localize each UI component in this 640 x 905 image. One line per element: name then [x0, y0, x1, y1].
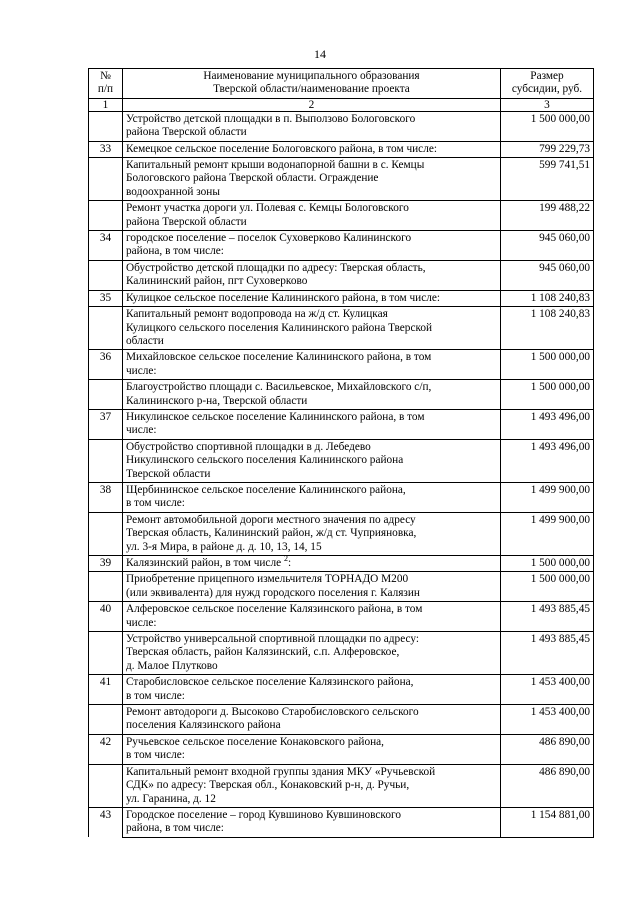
row-name-line: района, в том числе: [126, 245, 224, 258]
row-name-line: Капитальный ремонт крыши водонапорной башни в с. Кемцы [126, 159, 425, 172]
row-amount: 1 493 496,00 [501, 409, 594, 439]
table-row-municipality [89, 807, 594, 837]
row-name-line: Михайловское сельское поселение Калининского района, в том [126, 351, 432, 364]
table-row-project [89, 512, 594, 555]
row-name-line: района Тверской области [126, 215, 247, 228]
row-name-line: Никулинского сельского поселения Калининского района [126, 454, 404, 467]
row-amount: 1 493 885,45 [501, 602, 594, 632]
row-amount: 945 060,00 [501, 260, 594, 290]
row-amount: 945 060,00 [501, 231, 594, 261]
row-name-line: Ремонт участка дороги ул. Полевая с. Кемцы Бологовского [126, 202, 409, 215]
row-number: 35 [89, 290, 123, 306]
row-amount: 1 500 000,00 [501, 111, 594, 141]
row-number: 38 [89, 482, 123, 512]
row-name-line: в том числе: [126, 689, 185, 702]
table-row-municipality [89, 409, 594, 439]
row-name [123, 350, 501, 380]
row-name-line: Кемецкое сельское поселение Бологовского района, в том числе: [126, 142, 437, 155]
row-number: 33 [89, 141, 123, 157]
row-amount: 1 108 240,83 [501, 290, 594, 306]
row-amount: 199 488,22 [501, 201, 594, 231]
footnote-marker: 2 [283, 554, 288, 564]
row-amount: 1 500 000,00 [501, 556, 594, 572]
row-name-line: числе: [126, 364, 157, 377]
column-index-3: 3 [501, 98, 594, 111]
row-amount: 1 108 240,83 [501, 307, 594, 350]
row-number [89, 705, 123, 735]
row-number: 41 [89, 675, 123, 705]
row-name-line: ул. 3-я Мира, в районе д. д. 10, 13, 14, 15 [126, 540, 322, 553]
row-amount: 599 741,51 [501, 158, 594, 201]
row-name [123, 231, 501, 261]
row-name-line: области [126, 334, 164, 347]
column-index-row [89, 98, 594, 111]
row-number [89, 307, 123, 350]
row-number [89, 201, 123, 231]
row-name-line: Устройство детской площадки в п. Выползово Бологовского [126, 112, 416, 125]
row-amount: 1 500 000,00 [501, 350, 594, 380]
row-name-line: Алферовское сельское поселение Калязинского района, в том [126, 603, 423, 616]
row-name [123, 141, 501, 157]
row-name [123, 807, 501, 837]
table-row-municipality [89, 734, 594, 764]
row-number: 39 [89, 556, 123, 572]
row-name-line: в том числе: [126, 749, 185, 762]
page-number: 14 [314, 47, 326, 61]
row-name-line: Кулицкого сельского поселения Калининского района Тверской [126, 321, 433, 334]
row-name-line: Городское поселение – город Кувшиново Кувшиновского [126, 808, 401, 821]
row-name-line: Калязинский район, в том числе [126, 557, 282, 569]
row-name-line: Благоустройство площади с. Васильевское, Михайловского с/п, [126, 381, 432, 394]
row-name [123, 556, 501, 572]
row-name-line: Капитальный ремонт входной группы здания МКУ «Ручьевской [126, 765, 436, 778]
row-name-line: Устройство универсальной спортивной площадки по адресу: [126, 633, 420, 646]
row-amount: 1 493 885,45 [501, 632, 594, 675]
table-row-project [89, 572, 594, 602]
table-row-project [89, 705, 594, 735]
row-name-line: д. Малое Плутково [126, 659, 218, 672]
row-number [89, 512, 123, 555]
row-name [123, 307, 501, 350]
row-name-line: Ремонт автодороги д. Высоково Старобисловского сельского [126, 706, 419, 719]
row-name [123, 734, 501, 764]
subsidy-table [88, 68, 594, 838]
table-row-municipality [89, 556, 594, 572]
row-number: 42 [89, 734, 123, 764]
header-number: № п/п [89, 69, 123, 99]
table-row-municipality [89, 602, 594, 632]
row-name-line: (или эквивалента) для нужд городского поселения г. Калязин [126, 586, 420, 599]
row-name-line: Обустройство детской площадки по адресу: Тверская область, [126, 261, 426, 274]
table-row-project [89, 260, 594, 290]
table-row-municipality [89, 482, 594, 512]
column-index-1: 1 [89, 98, 123, 111]
row-number [89, 260, 123, 290]
row-name [123, 572, 501, 602]
row-name-line: числе: [126, 616, 157, 629]
row-name-line: Обустройство спортивной площадки в д. Лебедево [126, 440, 371, 453]
row-name-line: Кулицкое сельское поселение Калининского района, в том числе: [126, 291, 441, 304]
row-amount: 1 500 000,00 [501, 380, 594, 410]
table-header-row [89, 69, 594, 99]
row-name [123, 675, 501, 705]
table-row-project [89, 439, 594, 482]
row-name-line: района, в том числе: [126, 822, 224, 835]
row-name [123, 602, 501, 632]
table-row-project [89, 307, 594, 350]
row-name [123, 764, 501, 807]
row-number: 36 [89, 350, 123, 380]
table-row-municipality [89, 231, 594, 261]
row-amount: 1 500 000,00 [501, 572, 594, 602]
row-name [123, 290, 501, 306]
table-row-project [89, 111, 594, 141]
row-name-line: водоохранной зоны [126, 185, 220, 198]
row-name [123, 409, 501, 439]
table-row-project [89, 632, 594, 675]
row-number [89, 380, 123, 410]
table-row-municipality [89, 290, 594, 306]
row-number [89, 632, 123, 675]
row-name [123, 260, 501, 290]
header-amount: Размер субсидии, руб. [501, 69, 594, 99]
row-name [123, 158, 501, 201]
row-number: 40 [89, 602, 123, 632]
row-name-line: Старобисловское сельское поселение Калязинского района, [126, 676, 414, 689]
row-amount: 1 453 400,00 [501, 675, 594, 705]
table-row-project [89, 764, 594, 807]
row-name-line: в том числе: [126, 497, 185, 510]
table-row-municipality [89, 141, 594, 157]
row-name-line: Калининского р-на, Тверской области [126, 394, 308, 407]
row-name [123, 111, 501, 141]
row-amount: 486 890,00 [501, 764, 594, 807]
row-amount: 1 493 496,00 [501, 439, 594, 482]
row-name-line: поселения Калязинского района [126, 719, 281, 732]
table-row-municipality [89, 350, 594, 380]
row-number [89, 439, 123, 482]
row-name [123, 512, 501, 555]
row-amount: 1 453 400,00 [501, 705, 594, 735]
row-name-line: городское поселение – поселок Суховерково Калининского [126, 232, 412, 245]
row-number: 37 [89, 409, 123, 439]
row-name-tail: : [287, 557, 292, 569]
header-name: Наименование муниципального образования Тверской области/наименование проекта [123, 69, 501, 99]
column-index-2: 2 [123, 98, 501, 111]
row-name-line: Капитальный ремонт водопровода на ж/д ст. Кулицкая [126, 308, 388, 321]
row-name-line: Тверская область, район Калязинский, с.п. Алферовское, [126, 646, 400, 659]
row-name-line: ул. Гаранина, д. 12 [126, 792, 216, 805]
row-name-line: Приобретение прицепного измельчителя ТОРНАДО М200 [126, 573, 409, 586]
row-name-line: числе: [126, 424, 157, 437]
table-row-project [89, 380, 594, 410]
row-name-line: Ремонт автомобильной дороги местного значения по адресу [126, 513, 416, 526]
table-row-project [89, 201, 594, 231]
row-amount: 1 499 900,00 [501, 512, 594, 555]
row-number [89, 111, 123, 141]
row-amount: 1 499 900,00 [501, 482, 594, 512]
row-name-line: СДК» по адресу: Тверская обл., Конаковский р-н, д. Ручьи, [126, 779, 410, 792]
row-number [89, 764, 123, 807]
row-name [123, 439, 501, 482]
row-name [123, 201, 501, 231]
table-row-municipality [89, 675, 594, 705]
table-row-project [89, 158, 594, 201]
row-name [123, 705, 501, 735]
row-amount: 1 154 881,00 [501, 807, 594, 837]
row-name-line: Тверской области [126, 467, 211, 480]
row-name-line: Калининский район, пгт Суховерково [126, 275, 308, 288]
row-name [123, 632, 501, 675]
row-name-line: Бологовского района Тверской области. Ограждение [126, 172, 379, 185]
row-number: 34 [89, 231, 123, 261]
row-number [89, 572, 123, 602]
row-amount: 799 229,73 [501, 141, 594, 157]
row-amount: 486 890,00 [501, 734, 594, 764]
row-name-line: Тверская область, Калининский район, ж/д ст. Чуприяновка, [126, 527, 417, 540]
row-name [123, 482, 501, 512]
row-name-line: Никулинское сельское поселение Калининского района, в том [126, 410, 425, 423]
row-number [89, 158, 123, 201]
row-name-line: Щербининское сельское поселение Калининского района, [126, 483, 406, 496]
row-name [123, 380, 501, 410]
row-number: 43 [89, 807, 123, 837]
row-name-line: Ручьевское сельское поселение Конаковского района, [126, 735, 384, 748]
row-name-line: района Тверской области [126, 126, 247, 139]
